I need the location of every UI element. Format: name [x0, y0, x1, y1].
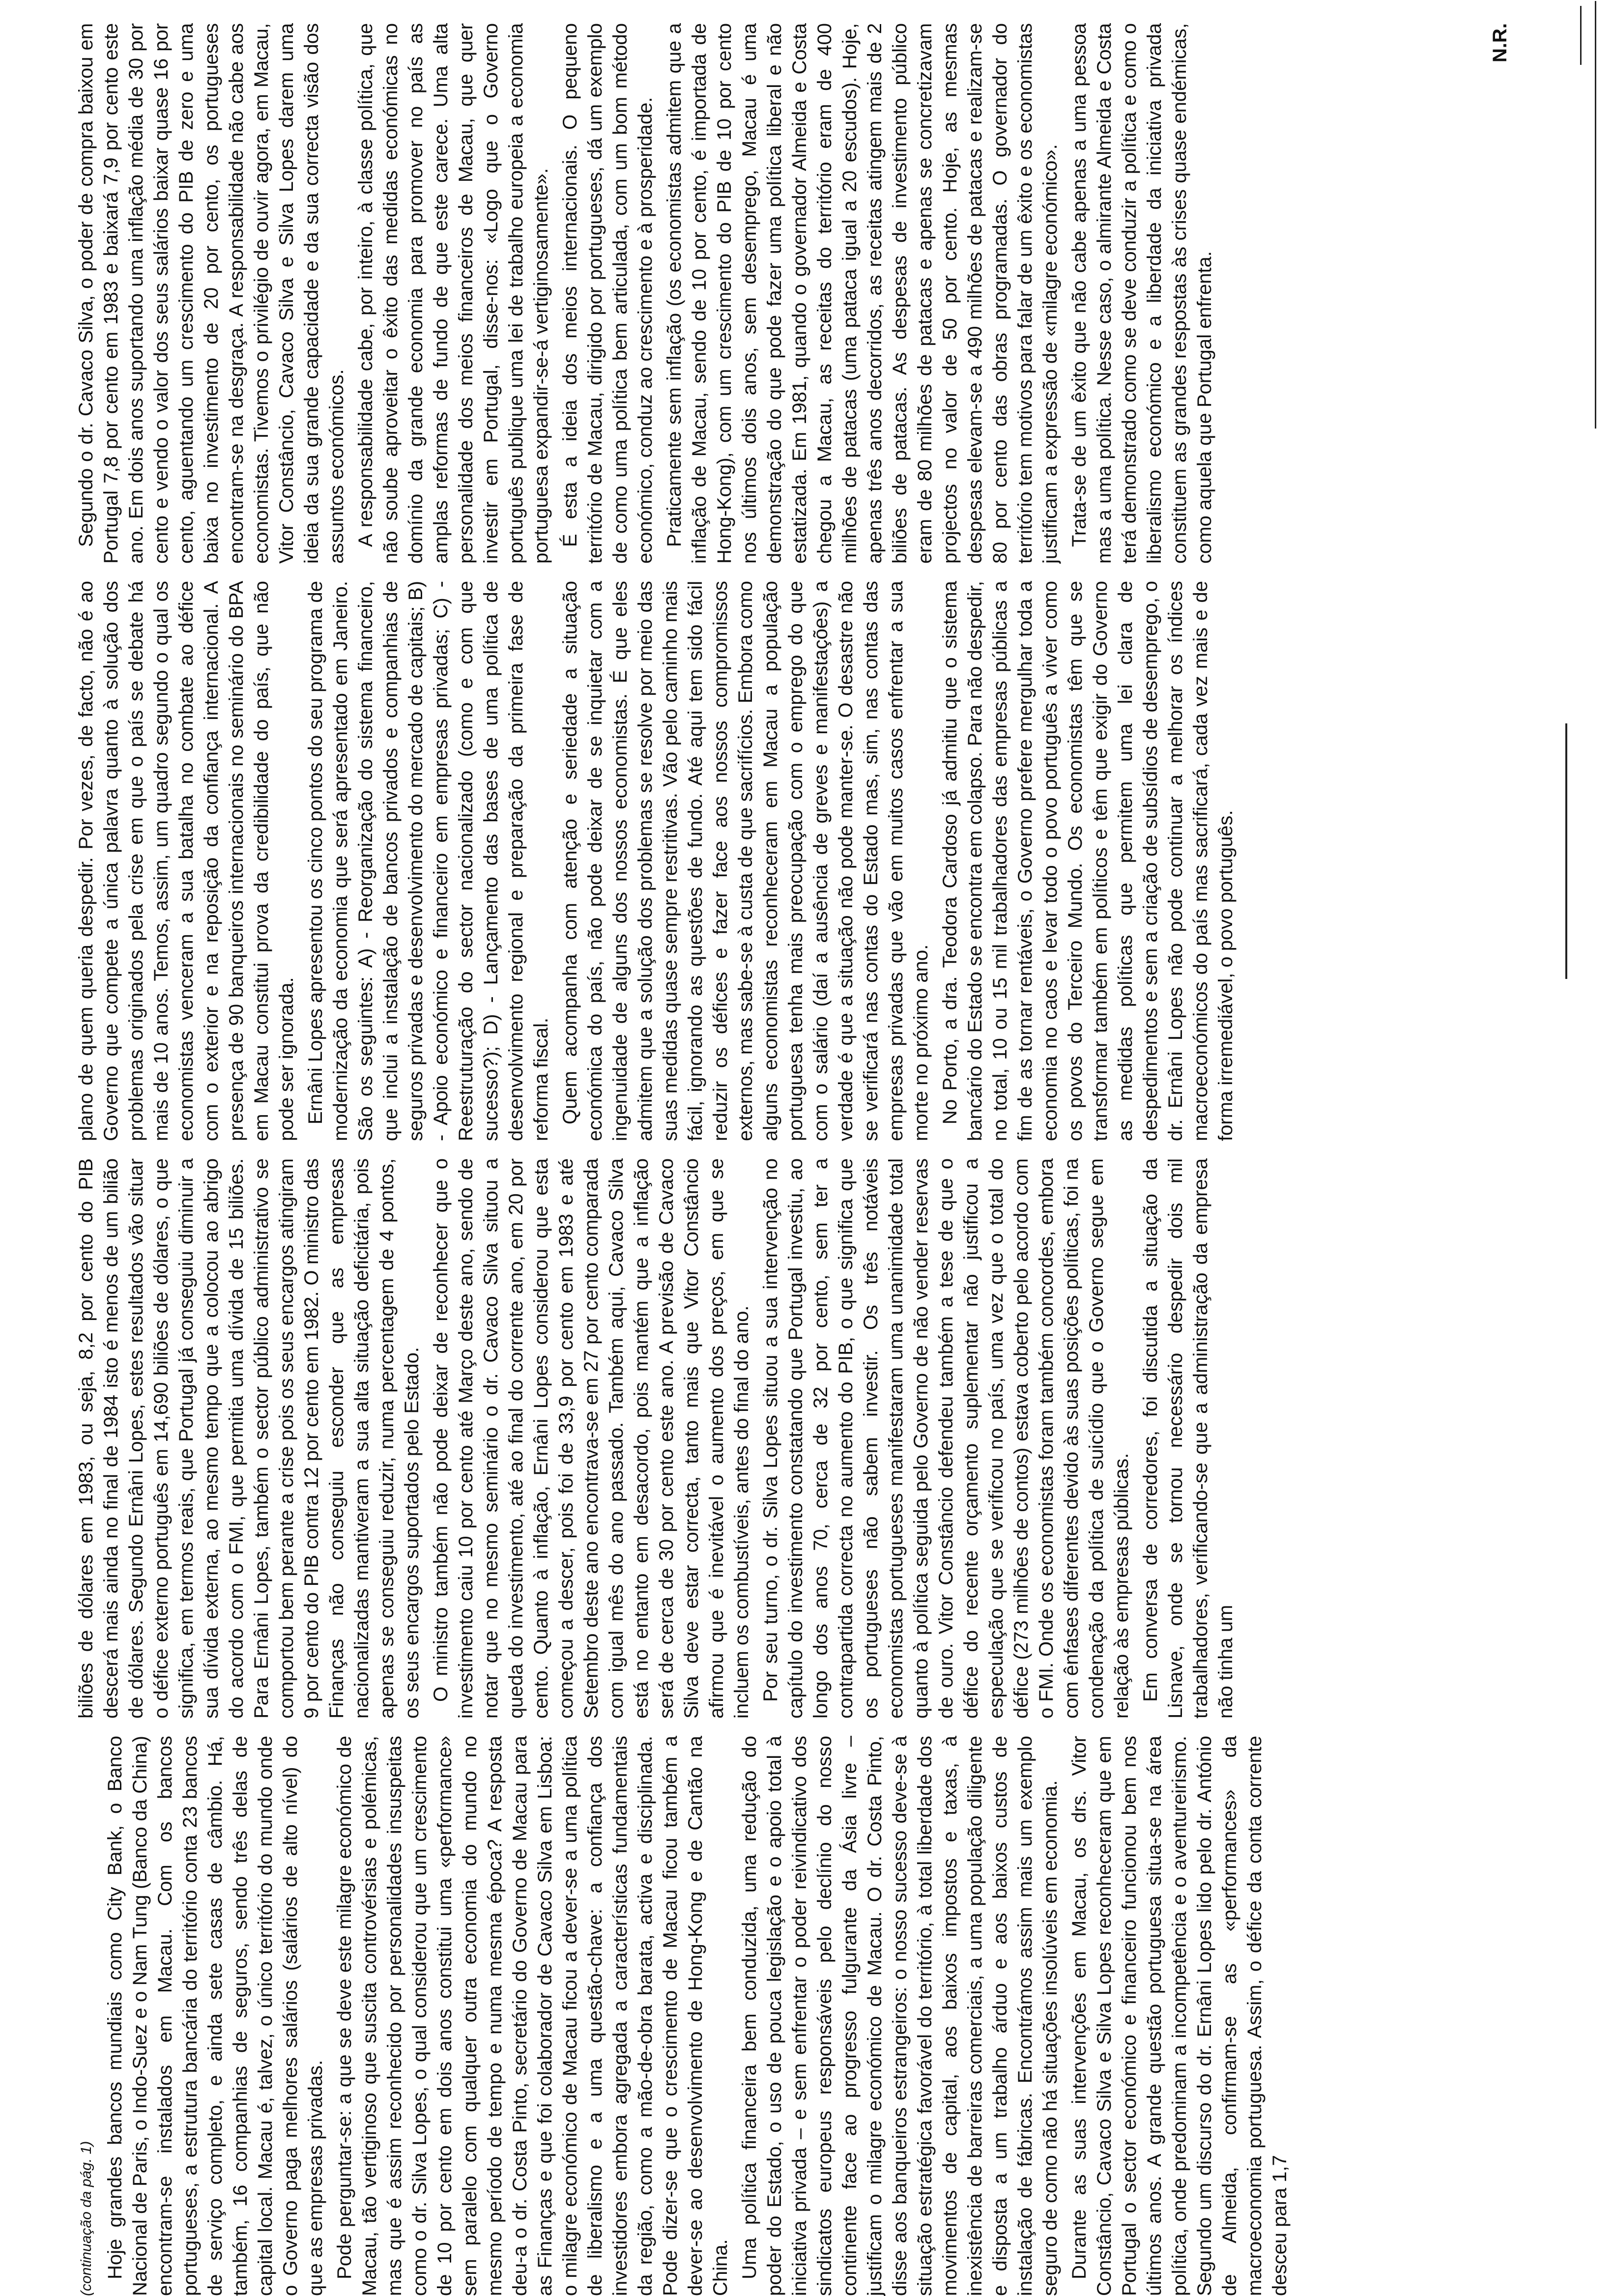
paragraph: É esta a ideia dos meios internacionais. O pequeno território de Macau, dirigido por portugueses, dá um exemplo de como uma política bem articulada, com um bom método económico, conduz ao crescimento e à prosperidade. — [559, 23, 656, 564]
paragraph: Quem acompanha com atenção e seriedade a situação económica do país, não pode deixar de se inquietar com a ingenuidade de alguns dos nossos economistas. É que eles admitem que a solução dos problemas se resolve por meio das suas medidas quase sempre restritivas. Vão pelo caminho mais fácil, ignorando as questões de fundo. Até aqui tem sido fácil reduzir os défices e fazer face aos nossos compromissos externos, mas sabe-se à custa de que sacrifícios. Embora como alguns economistas reconheceram em Macau a população portuguesa tenha mais preocupação com o emprego do que com o salário (daí a ausência de greves e manifestações) a verdade é que a situação não pode manter-se. O desastre não se verificará nas contas do Estado mas, sim, nas contas das empresas privadas que vão em muitos casos enfrentar a sua morte no próximo ano. — [559, 581, 932, 1141]
paragraph: Durante as suas intervenções em Macau, os drs. Vitor Constâncio, Cavaco Silva e Silva Lopes reconheceram que em Portugal o sector económico e financeiro funcionou bem nos últimos anos. A grande questão portuguesa situa-se na área política, onde predominam a incompetência e o aventureirismo. Segundo um discurso do dr. Ernâni Lopes lido pelo dr. António de Almeida, confirmam-se as «performances» da macroeconomia portuguesa. Assim, o défice da conta corrente desceu para 1,7 — [1068, 1736, 1291, 2296]
article-column-4 — [74, 23, 1607, 564]
paragraph: O ministro também não pode deixar de reconhecer que o investimento caiu 10 por cento até Março deste ano, sendo de notar que no mesmo seminário o dr. Cavaco Silva situou a queda do investimento, até ao final do corrente ano, em 20 por cento. Quanto à inflação, Ernâni Lopes considerou que esta começou a descer, pois foi de 33,9 por cento em 1983 e até Setembro deste ano encontrava-se em 27 por cento comparada com igual mês do ano passado. Também aqui, Cavaco Silva está no entanto em desacordo, pois mantém que a inflação será de cerca de 30 por cento este ano. A previsão de Cavaco Silva deve estar correcta, tanto mais que Vitor Constâncio afirmou que é inevitável o aumento dos preços, em que se incluem os combustíveis, antes do final do ano. — [430, 1158, 752, 1719]
paragraph: Praticamente sem inflação (os economistas admitem que a inflação de Macau, sendo de 10 por cento, é importada de Hong-Kong), com um crescimento do PIB de 10 por cento nos últimos dois anos, sem desemprego, Macau é uma demonstração do que pode fazer uma política liberal e não estatizada. Em 1981, quando o governador Almeida e Costa chegou a Macau, as receitas do território eram de 400 milhões de patacas (uma pataca igual a 20 escudos). Hoje, apenas três anos decorridos, as receitas atingem mais de 2 biliões de patacas. As despesas de investimento público eram de 80 milhões de patacas e apenas se concretizavam projectos no valor de 50 por cento. Hoje, as mesmas despesas elevam-se a 490 milhões de patacas e realizam-se 80 por cento das obras programadas. O governador do território tem motivos para falar de um êxito e os economistas justificam a expressão de «milagre económico». — [663, 23, 1061, 564]
article-column-3 — [74, 581, 1607, 1141]
paragraph: Hoje grandes bancos mundiais como City Bank, o Banco Nacional de Paris, o Indo-Suez e o Nam Tung (Banco da China) encontram-se instalados em Macau. Com os bancos portugueses, a estrutura bancária do território conta 23 bancos de serviço completo, e ainda sete casas de câmbio. Há, também, 16 companhias de seguros, sendo três delas de capital local. Macau é, talvez, o único território do mundo onde o Governo paga melhores salários (salários de alto nível) do que as empresas privadas. — [104, 1736, 326, 2296]
editor-signature: N.R. — [1489, 23, 1511, 62]
edge-rule-short — [1580, 6, 1582, 65]
paragraph: Pode perguntar-se: a que se deve este milagre económico de Macau, tão vertiginoso que suscita controvérsias e polémicas, mas que é assim reconhecido por personalidades insuspeitas como o dr. Silva Lopes, o qual considerou que um crescimento de 10 por cento em dois anos constitui uma «performance» sem paralelo com qualquer outra economia do mundo no mesmo período de tempo e numa mesma época? A resposta deu-a o dr. Costa Pinto, secretário do Governo de Macau para as Finanças e que foi colaborador de Cavaco Silva em Lisboa: o milagre económico de Macau ficou a dever-se a uma política de liberalismo e a uma questão-chave: a confiança dos investidores embora agregada a características fundamentais da região, como a mão-de-obra barata, activa e disciplinada. Pode dizer-se que o crescimento de Macau ficou também a dever-se ao desenvolvimento de Hong-Kong e de Cantão na China. — [334, 1736, 731, 2296]
paragraph: Uma política financeira bem conduzida, uma redução do poder do Estado, o uso de pouca legislação e o apoio total à iniciativa privada – e sem enfrentar o poder reivindicativo dos sindicatos europeus responsáveis pelo declínio do nosso continente face ao progresso fulgurante da Ásia livre – justificam o milagre económico de Macau. O dr. Costa Pinto, disse aos banqueiros estrangeiros: o nosso sucesso deve-se à situação estratégica favorável do território, à total liberdade dos movimentos de capital, aos baixos impostos e taxas, à inexistência de barreiras comerciais, a uma população diligente e disposta a um trabalho árduo e aos baixos custos de instalação de fábricas. Encontrámos assim mais um exemplo seguro de como não há situações insolúveis em economia. — [739, 1736, 1061, 2296]
article-column-2 — [74, 1158, 1607, 1719]
paragraph: Trata-se de um êxito que não cabe apenas a uma pessoa mas a uma política. Nesse caso, o almirante Almeida e Costa terá demonstrado como se deve conduzir a política e como o liberalismo económico e a liberdade da iniciativa privada constituem as grandes respostas às crises quase endémicas, como aquela que Portugal enfrenta. — [1068, 23, 1215, 564]
paragraph: plano de quem queria despedir. Por vezes, de facto, não é ao Governo que compete a única palavra quanto à solução dos problemas originados pela crise em que o país se debate há mais de 10 anos. Temos, assim, um quadro segundo o qual os economistas venceram a sua batalha no combate ao défice com o exterior e na reposição da confiança internacional. A presença de 90 banqueiros internacionais no seminário do BPA em Macau constitui prova da credibilidade do país, que não pode ser ignorada. — [75, 581, 297, 1141]
paragraph: No Porto, a dra. Teodora Cardoso já admitiu que o sistema bancário do Estado se encontra em colapso. Para não despedir, no total, 10 ou 15 mil trabalhadores das empresas públicas a fim de as tornar rentáveis, o Governo prefere mergulhar toda a economia no caos e levar todo o povo português a viver como os povos do Terceiro Mundo. Os economistas têm que se transformar também em políticos e têm que exigir do Governo as medidas políticas que permitem uma lei clara de despedimentos e sem a criação de subsídios de desemprego, o dr. Ernâni Lopes não pode continuar a melhorar os índices macroeconómicos do país mas sacrificará, cada vez mais e de forma irremediável, o povo português. — [939, 581, 1237, 1141]
paragraph: Por seu turno, o dr. Silva Lopes situou a sua intervenção no capítulo do investimento constatando que Portugal investiu, ao longo dos anos 70, cerca de 32 por cento, sem ter a contrapartida correcta no aumento do PIB, o que significa que os portugueses não sabem investir. Os três notáveis economistas portugueses manifestaram uma unanimidade total quanto à política seguida pelo Governo de não vender reservas de ouro. Vitor Constâncio defendeu também a tese de que o défice do recente orçamento suplementar não justificou a especulação que se verificou no país, uma vez que o total do défice (273 milhões de contos) estava coberto pelo acordo com o FMI. Onde os economistas foram também concordes, embora com ênfases diferentes devido às suas posições políticas, foi na condenação da política de suicídio que o Governo segue em relação às empresas públicas. — [760, 1158, 1132, 1719]
paragraph: Ernâni Lopes apresentou os cinco pontos do seu programa de modernização da economia que será apresentado em Janeiro. São os seguintes: A) - Reorganização do sistema financeiro, que inclui a instalação de bancos privados e companhias de seguros privadas e desenvolvimento do mercado de capitais; B) - Apoio económico e financeiro em empresas privadas; C) - Reestruturação do sector nacionalizado (como e com que sucesso?); D) - Lançamento das bases de uma política de desenvolvimento regional e preparação da primeira fase de reforma fiscal. — [305, 581, 552, 1141]
paragraph: A responsabilidade cabe, por inteiro, à classe política, que não soube aproveitar o êxito das medidas económicas no domínio da grande economia para promover no país as amplas reformas de fundo de que este carece. Uma alta personalidade dos meios financeiros de Macau, que quer investir em Portugal, disse-nos: «Logo que o Governo português publique uma lei de trabalho europeia a economia portuguesa expandir-se-á vertiginosamente». — [355, 23, 552, 564]
paragraph: Segundo o dr. Cavaco Silva, o poder de compra baixou em Portugal 7,8 por cento em 1983 e baixará 7,9 por cento este ano. Em dois anos suportando uma inflação média de 30 por cento e vendo o valor dos seus salários baixar quase 16 por cento, aguentando um crescimento do PIB de zero e uma baixa no investimento de 20 por cento, os portugueses encontram-se na desgraça. A responsabilidade não cabe aos economistas. Tivemos o privilégio de ouvir agora, em Macau, Vitor Constâncio, Cavaco Silva e Silva Lopes darem uma ideia da sua grande capacidade e da sua correcta visão dos assuntos económicos. — [75, 23, 347, 564]
continued-label: (continuação da pág. 1) — [78, 2141, 94, 2296]
edge-rule — [1595, 1, 1596, 429]
article-column-1 — [74, 1736, 1607, 2296]
separator-rule — [1565, 723, 1567, 979]
paragraph: biliões de dólares em 1983, ou seja, 8,2 por cento do PIB descerá mais ainda no final de 1984 isto é menos de um bilião de dólares. Segundo Ernâni Lopes, estes resultados vão situar o défice externo português em 14,690 biliões de dólares, o que significa, em termos reais, que Portugal já conseguiu diminuir a sua dívida externa, ao mesmo tempo que a colocou ao abrigo do acordo com o FMI, que permitia uma dívida de 15 biliões. Para Ernâni Lopes, também o sector público administrativo se comportou bem perante a crise pois os seus encargos atingiram 9 por cento do PIB contra 12 por cento em 1982. O ministro das Finanças não conseguiu esconder que as empresas nacionalizadas mantiveram a sua alta situação deficitária, pois apenas se conseguiu reduzir, numa percentagem de 4 pontos, os seus encargos suportados pelo Estado. — [75, 1158, 423, 1719]
paragraph: Em conversa de corredores, foi discutida a situação da Lisnave, onde se tornou necessário despedir dois mil trabalhadores, verificando-se que a administração da empresa não tinha um — [1140, 1158, 1237, 1719]
